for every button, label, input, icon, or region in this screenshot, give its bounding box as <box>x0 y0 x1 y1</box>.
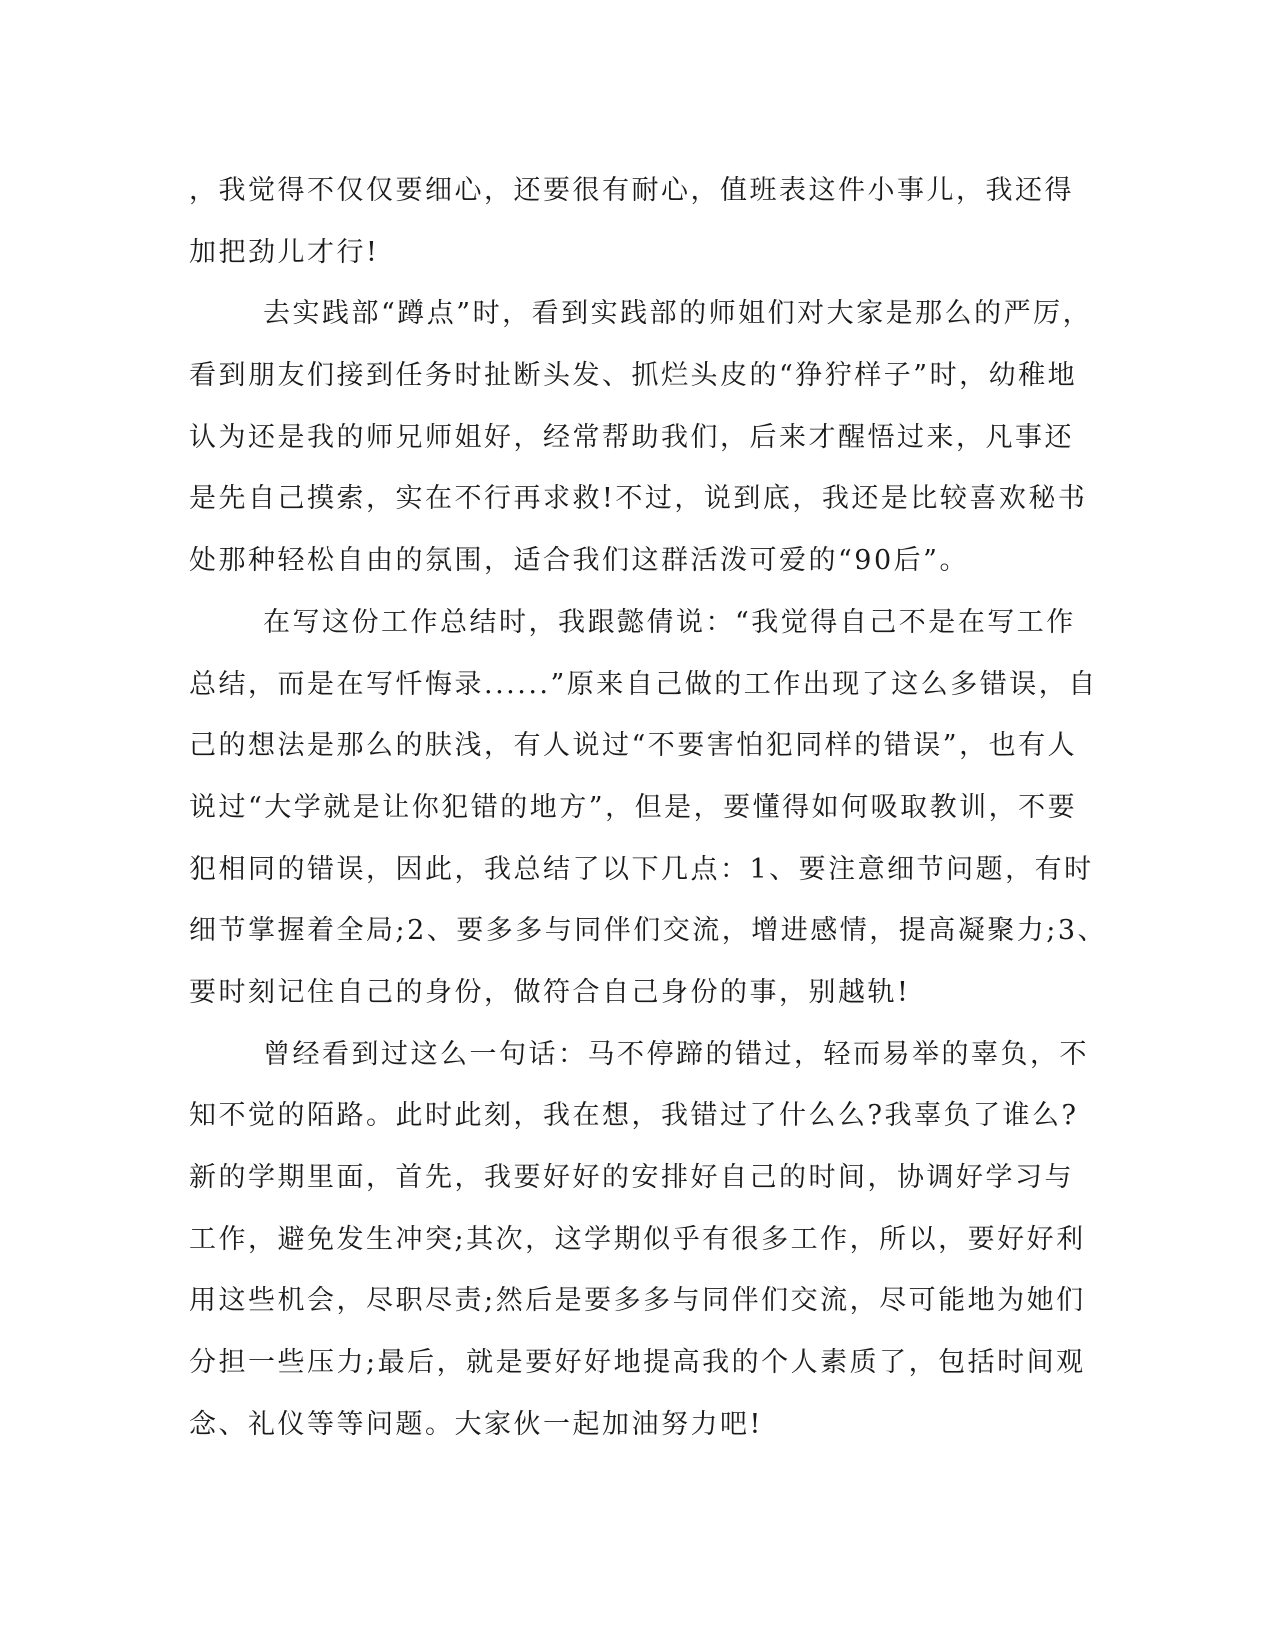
text-line: 要时刻记住自己的身份，做符合自己身份的事，别越轨! <box>189 976 911 1008</box>
text-line: 加把劲儿才行! <box>189 236 380 268</box>
text-line: 犯相同的错误，因此，我总结了以下几点：1、要注意细节问题，有时 <box>189 853 1094 885</box>
text-line: 己的想法是那么的肤浅，有人说过“不要害怕犯同样的错误”，也有人 <box>189 730 1078 762</box>
text-line: 认为还是我的师兄师姐好，经常帮助我们，后来才醒悟过来，凡事还 <box>189 421 1074 453</box>
text-line: 知不觉的陌路。此时此刻，我在想，我错过了什么么?我辜负了谁么? <box>189 1100 1079 1132</box>
text-line: 说过“大学就是让你犯错的地方”，但是，要懂得如何吸取教训，不要 <box>189 791 1078 823</box>
text-line: 去实践部“蹲点”时，看到实践部的师姐们对大家是那么的严厉， <box>263 298 1093 330</box>
text-line: 总结，而是在写忏悔录......”原来自己做的工作出现了这么多错误，自 <box>189 668 1098 700</box>
text-line: ，我觉得不仅仅要细心，还要很有耐心，值班表这件小事儿，我还得 <box>189 175 1074 206</box>
text-line: 念、礼仪等等问题。大家伙一起加油努力吧! <box>189 1408 763 1440</box>
text-line: 看到朋友们接到任务时扯断头发、抓烂头皮的“狰狞样子”时，幼稚地 <box>189 360 1078 392</box>
text-line: 工作，避免发生冲突;其次，这学期似乎有很多工作，所以，要好好利 <box>189 1223 1086 1255</box>
text-line: 新的学期里面，首先，我要好好的安排好自己的时间，协调好学习与 <box>189 1162 1074 1193</box>
text-line: 细节掌握着全局;2、要多多与同伴们交流，增进感情，提高凝聚力;3、 <box>189 915 1108 947</box>
text-line: 分担一些压力;最后，就是要好好地提高我的个人素质了，包括时间观 <box>189 1347 1086 1379</box>
text-line: 曾经看到过这么一句话：马不停蹄的错过，轻而易举的辜负，不 <box>263 1038 1089 1070</box>
document-body <box>189 160 1108 1455</box>
text-line: 用这些机会，尽职尽责;然后是要多多与同伴们交流，尽可能地为她们 <box>189 1285 1086 1317</box>
text-line: 是先自己摸索，实在不行再求救!不过，说到底，我还是比较喜欢秘书 <box>189 483 1088 515</box>
text-line: 在写这份工作总结时，我跟懿倩说：“我觉得自己不是在写工作 <box>263 606 1076 638</box>
text-line: 处那种轻松自由的氛围，适合我们这群活泼可爱的“90后”。 <box>189 545 969 577</box>
